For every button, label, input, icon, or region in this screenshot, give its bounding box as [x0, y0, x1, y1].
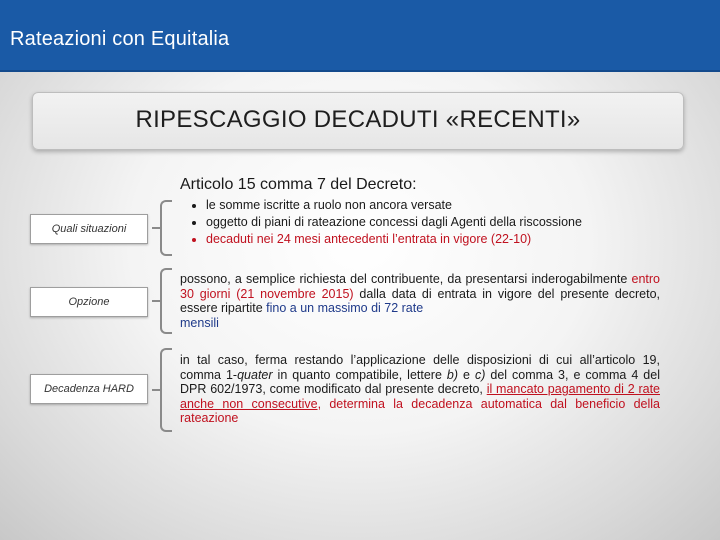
brace-hard	[160, 348, 172, 432]
label-option-text: Opzione	[68, 296, 110, 308]
list-item: • le somme iscritte a ruolo non ancora versate	[206, 197, 582, 214]
hard-paragraph: in tal caso, ferma restando l’applicazione delle disposizioni di cui all’articolo 19, comma 1-quater in quanto compatibile, lettere b) e c) del comma 3, e comma 4 del DPR 602/1973, come modificato dal presente decreto, il mancato pagamento di 2 rate anche non consecutive, determina la decadenza automatica dal beneficio della rateazione	[180, 353, 660, 425]
header-title: Rateazioni con Equitalia	[10, 28, 230, 50]
banner-title: RIPESCAGGIO DECADUTI «RECENTI»	[135, 106, 581, 133]
title-banner	[32, 92, 684, 150]
label-option	[30, 287, 148, 317]
situations-list	[180, 197, 582, 248]
label-hard	[30, 374, 148, 404]
article-title: Articolo 15 comma 7 del Decreto:	[180, 176, 417, 193]
brace-situations	[160, 200, 172, 256]
label-situations	[30, 214, 148, 244]
option-paragraph: possono, a semplice richiesta del contribuente, da presentarsi inderogabilmente entro 30 giorni (21 novembre 2015) dalla data di entrata in vigore del presente decreto, essere ripartite fino a un massimo di 72 rate mensili	[180, 272, 660, 330]
header-bar	[0, 0, 720, 72]
list-item: • decaduti nei 24 mesi antecedenti l’entrata in vigore (22-10)	[206, 231, 582, 248]
list-item: • oggetto di piani di rateazione concessi dagli Agenti della riscossione	[206, 214, 582, 231]
label-situations-text: Quali situazioni	[51, 223, 127, 235]
brace-option	[160, 268, 172, 334]
label-hard-text: Decadenza HARD	[44, 383, 134, 395]
